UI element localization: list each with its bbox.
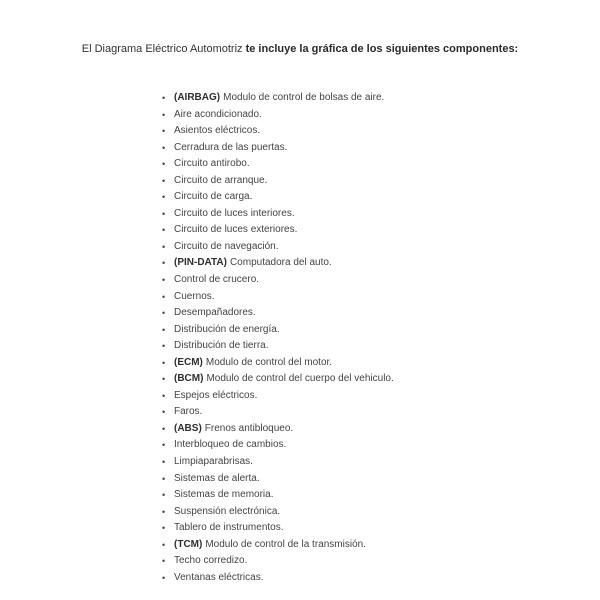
component-text: Cuernos.	[174, 290, 215, 302]
component-text: Sistemas de memoria.	[174, 489, 274, 501]
component-text: Circuito de carga.	[174, 191, 253, 203]
list-item	[162, 355, 394, 372]
list-item	[162, 454, 394, 471]
list-item	[162, 173, 394, 190]
bullet-icon: •	[162, 407, 166, 418]
component-code: (TCM)	[174, 538, 203, 550]
list-item	[162, 371, 394, 388]
component-text: Modulo de control del motor.	[205, 356, 333, 368]
bullet-icon: •	[162, 109, 166, 120]
list-item	[162, 140, 394, 157]
component-text: Asientos eléctricos.	[174, 125, 261, 137]
bullet-icon: •	[162, 126, 166, 137]
component-text: Desempañadores.	[174, 307, 256, 319]
intro-bold: te incluye la gráfica de los siguientes componentes:	[245, 43, 519, 55]
bullet-icon: •	[162, 142, 166, 153]
list-item	[162, 107, 394, 124]
component-code: (AIRBAG)	[174, 92, 221, 103]
component-text: Circuito antirobo.	[174, 158, 250, 170]
list-item	[162, 322, 394, 339]
list-item	[162, 272, 394, 289]
list-item	[162, 553, 394, 570]
bullet-icon: •	[162, 506, 166, 517]
bullet-icon: •	[162, 440, 166, 451]
component-text: Distribución de tierra.	[174, 340, 269, 352]
list-item	[162, 255, 394, 272]
bullet-icon: •	[162, 192, 166, 203]
list-item	[162, 206, 394, 223]
component-text: Modulo de control de la transmisión.	[205, 538, 366, 550]
bullet-icon: •	[162, 473, 166, 484]
bullet-icon: •	[162, 225, 166, 236]
component-text: Techo corredizo.	[174, 555, 248, 567]
component-text: Distribución de energía.	[174, 323, 280, 335]
bullet-icon: •	[162, 258, 166, 269]
list-item	[162, 504, 394, 521]
component-text: Circuito de luces interiores.	[174, 207, 295, 219]
list-item	[162, 421, 394, 438]
bullet-icon: •	[162, 93, 166, 103]
component-text: Control de crucero.	[174, 274, 260, 286]
component-text: Computadora del auto.	[229, 257, 332, 269]
list-item	[162, 189, 394, 206]
component-text: Circuito de navegación.	[174, 240, 279, 252]
list-item	[162, 305, 394, 322]
bullet-icon: •	[162, 390, 166, 401]
list-item	[162, 471, 394, 488]
component-text: Circuito de arranque.	[174, 174, 268, 186]
bullet-icon: •	[162, 291, 166, 302]
component-code: (BCM)	[174, 373, 204, 385]
list-item	[162, 239, 394, 256]
list-item	[162, 570, 394, 587]
list-item	[162, 338, 394, 355]
component-text: Espejos eléctricos.	[174, 389, 258, 401]
list-item	[162, 520, 394, 537]
intro-prefix: El Diagrama Eléctrico Automotriz	[81, 43, 243, 55]
bullet-icon: •	[162, 275, 166, 286]
bullet-icon: •	[162, 341, 166, 352]
component-text: Suspensión electrónica.	[174, 505, 281, 517]
component-text: Frenos antibloqueo.	[204, 422, 294, 434]
list-item	[162, 487, 394, 504]
bullet-icon: •	[162, 539, 166, 550]
bullet-icon: •	[162, 490, 166, 501]
component-text: Modulo de control del cuerpo del vehiculo.	[206, 373, 394, 385]
list-item	[162, 388, 394, 405]
component-text: Ventanas eléctricas.	[174, 571, 264, 583]
list-item	[162, 222, 394, 239]
list-item	[162, 537, 394, 554]
bullet-icon: •	[162, 523, 166, 534]
list-item	[162, 437, 394, 454]
bullet-icon: •	[162, 423, 166, 434]
component-text: Limpiaparabrisas.	[174, 456, 253, 468]
list-item	[162, 289, 394, 306]
bullet-icon: •	[162, 556, 166, 567]
bullet-icon: •	[162, 457, 166, 468]
bullet-icon: •	[162, 175, 166, 186]
bullet-icon: •	[162, 572, 166, 583]
list-item	[162, 156, 394, 173]
bullet-icon: •	[162, 308, 166, 319]
component-text: Cerradura de las puertas.	[174, 141, 288, 153]
bullet-icon: •	[162, 208, 166, 219]
bullet-icon: •	[162, 241, 166, 252]
component-text: Interbloqueo de cambios.	[174, 439, 287, 451]
component-text: Circuito de luces exteriores.	[174, 224, 298, 236]
list-item	[162, 90, 394, 107]
component-text: Aire acondicionado.	[174, 108, 262, 120]
component-list	[162, 90, 394, 586]
component-code: (ABS)	[174, 422, 202, 434]
list-item	[162, 123, 394, 140]
component-text: Tablero de instrumentos.	[174, 522, 284, 534]
bullet-icon: •	[162, 357, 166, 368]
component-code: (ECM)	[174, 356, 203, 368]
bullet-icon: •	[162, 374, 166, 385]
component-code: (PIN-DATA)	[174, 257, 227, 269]
list-item	[162, 404, 394, 421]
component-text: Faros.	[174, 406, 203, 418]
component-text: Sistemas de alerta.	[174, 472, 260, 484]
intro-paragraph	[80, 41, 520, 57]
bullet-icon: •	[162, 159, 166, 170]
bullet-icon: •	[162, 324, 166, 335]
component-text: Modulo de control de bolsas de aire.	[223, 92, 385, 103]
